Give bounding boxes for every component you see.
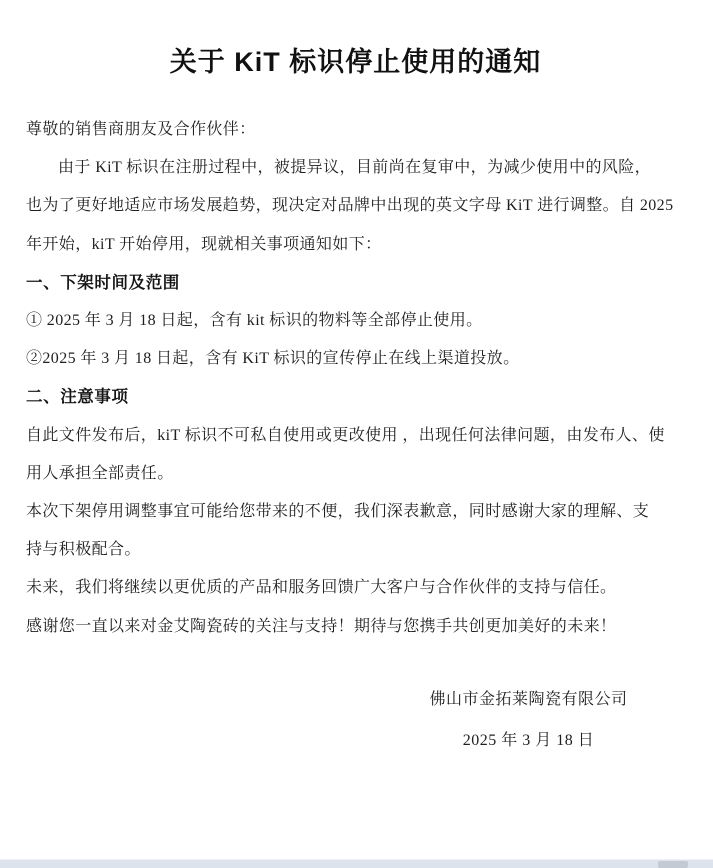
notice-date: 2025 年 3 月 18 日 bbox=[462, 731, 595, 749]
intro-line-3: 年开始，kiT 开始停用，现就相关事项通知如下： bbox=[26, 235, 382, 253]
company-name: 佛山市金拓莱陶瓷有限公司 bbox=[429, 690, 628, 708]
thanks-line: 感谢您一直以来对金艾陶瓷砖的关注与支持！期待与您携手共创更加美好的未来！ bbox=[26, 617, 617, 635]
future-line: 未来，我们将继续以更优质的产品和服务回馈广大客户与合作伙伴的支持与信任。 bbox=[26, 579, 617, 597]
section-1-heading: 一、下架时间及范围 bbox=[26, 273, 180, 292]
apology-line-2: 持与积极配合。 bbox=[26, 541, 141, 559]
horizontal-scrollbar[interactable] bbox=[0, 859, 713, 868]
intro-line-1: 由于 KiT 标识在注册过程中，被提异议，目前尚在复审中，为减少使用中的风险， bbox=[58, 159, 652, 177]
intro-line-2: 也为了更好地适应市场发展趋势，现决定对品牌中出现的英文字母 KiT 进行调整。自 2025 bbox=[26, 197, 674, 215]
scrollbar-thumb[interactable] bbox=[658, 861, 688, 868]
section-2-line-2: 用人承担全部责任。 bbox=[26, 464, 174, 482]
salutation: 尊敬的销售商朋友及合作伙伴： bbox=[26, 121, 256, 138]
section-1-item-1: ① 2025 年 3 月 18 日起，含有 kit 标识的物料等全部停止使用。 bbox=[26, 312, 483, 330]
apology-line-1: 本次下架停用调整事宜可能给您带来的不便，我们深表歉意，同时感谢大家的理解、支 bbox=[26, 503, 650, 521]
section-2-heading: 二、注意事项 bbox=[26, 388, 129, 407]
notice-title: 关于 KiT 标识停止使用的通知 bbox=[169, 47, 542, 77]
signature-block bbox=[420, 681, 637, 760]
section-1-item-2: ②2025 年 3 月 18 日起，含有 KiT 标识的宣传停止在线上渠道投放。 bbox=[26, 350, 520, 368]
section-2-line-1: 自此文件发布后，kiT 标识不可私自使用或更改使用 ，出现任何法律问题，由发布人、使 bbox=[26, 426, 665, 444]
